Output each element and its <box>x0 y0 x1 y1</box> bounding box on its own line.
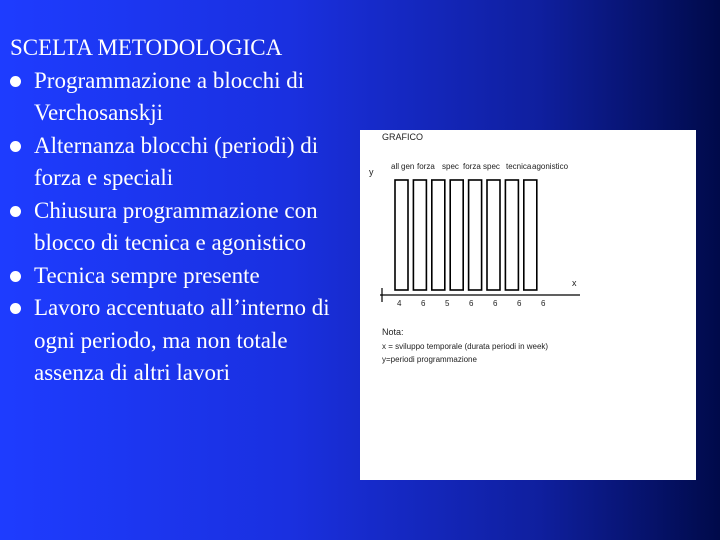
bullet-text: Alternanza blocchi (periodi) di forza e speciali <box>34 132 319 190</box>
x-tick-label-6: 6 <box>541 299 546 308</box>
bars-group <box>395 180 537 290</box>
bar-header-label-4: forza <box>463 162 481 171</box>
bar-header-label-2: forza <box>417 162 435 171</box>
bar-header-label-0: all <box>391 162 400 171</box>
bar-header-label-3: spec <box>442 162 459 171</box>
note-line-y: y=periodi programmazione <box>382 355 477 364</box>
x-tick-label-3: 6 <box>469 299 474 308</box>
bar-header-label-7: agonistico <box>532 162 569 171</box>
bar-5 <box>487 180 500 290</box>
slide-text-block <box>10 32 360 390</box>
bar-header-labels <box>391 162 569 171</box>
x-tick-label-2: 5 <box>445 299 450 308</box>
bar-7 <box>524 180 537 290</box>
bar-6 <box>505 180 518 290</box>
note-line-x: x = sviluppo temporale (durata periodi in week) <box>382 342 549 351</box>
bar-2 <box>432 180 445 290</box>
bullet-dot-icon <box>10 303 21 314</box>
bullet-item <box>10 260 360 293</box>
x-tick-label-0: 4 <box>397 299 402 308</box>
chart-svg <box>360 130 696 480</box>
bullet-item <box>10 130 360 195</box>
bar-4 <box>469 180 482 290</box>
note-title: Nota: <box>382 327 404 337</box>
bullet-item <box>10 195 360 260</box>
bullet-dot-icon <box>10 76 21 87</box>
x-tick-label-4: 6 <box>493 299 498 308</box>
bullet-item <box>10 292 360 390</box>
bar-3 <box>450 180 463 290</box>
bullet-text: Tecnica sempre presente <box>34 262 260 288</box>
bullet-dot-icon <box>10 206 21 217</box>
bar-header-label-1: gen <box>401 162 415 171</box>
bullet-text: Lavoro accentuato all’interno di ogni periodo, ma non totale assenza di altri lavori <box>34 295 330 385</box>
y-axis-label: y <box>369 167 374 177</box>
chart-title: GRAFICO <box>382 132 424 142</box>
chart-figure <box>360 130 696 480</box>
bullet-item <box>10 65 360 130</box>
bar-header-label-5: spec <box>483 162 500 171</box>
bar-header-label-6: tecnica <box>506 162 532 171</box>
x-tick-label-1: 6 <box>421 299 426 308</box>
bullet-text: Programmazione a blocchi di Verchosanskji <box>34 67 305 125</box>
bullet-list <box>10 65 360 390</box>
x-tick-labels <box>397 299 546 308</box>
slide-title: SCELTA METODOLOGICA <box>10 35 283 60</box>
x-axis-label: x <box>572 278 577 288</box>
bar-1 <box>413 180 426 290</box>
bar-0 <box>395 180 408 290</box>
bullet-dot-icon <box>10 271 21 282</box>
x-tick-label-5: 6 <box>517 299 522 308</box>
bullet-text: Chiusura programmazione con blocco di tecnica e agonistico <box>34 197 318 255</box>
bullet-dot-icon <box>10 141 21 152</box>
